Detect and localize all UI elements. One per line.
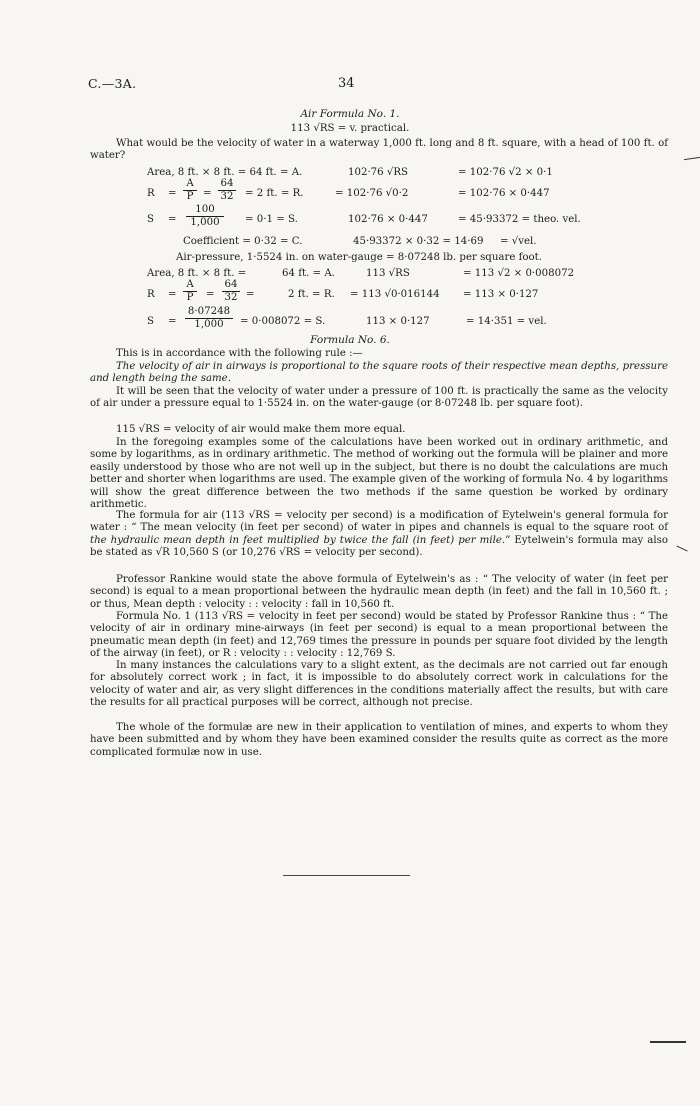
water-product: = 102·76 × 0·447	[458, 188, 550, 199]
water-64-32-fraction	[218, 178, 236, 203]
equals-sign: =	[168, 214, 177, 225]
rankine-paragraph: Professor Rankine would state the above formula of Eytelwein's as : “ The velocity of water (in feet per second) is equal to a mean proportional between the hydraulic mean depth (in feet) and the fall in 10,560 ft. ; or thus, Mean depth : velocity : : velocity : fall in 10,560 ft.	[90, 574, 668, 610]
fraction-numerator: 64	[218, 178, 236, 191]
water-multiplication: 102·76 × 0·447	[348, 214, 428, 225]
eytelwein-paragraph	[90, 510, 668, 560]
water-ap-fraction	[183, 178, 197, 203]
fraction-denominator: P	[186, 191, 194, 202]
comparison-paragraph: It will be seen that the velocity of water under a pressure of 100 ft. is practically the same as the velocity of air under a pressure equal to 1·5524 in. on the water-gauge (or 8·07248 lb. per square foot).	[90, 386, 668, 410]
air-area-calc: Area, 8 ft. × 8 ft. =	[147, 268, 247, 279]
fraction-denominator: P	[186, 292, 194, 303]
formula1-rankine-paragraph: Formula No. 1 (113 √RS = velocity in feet per second) would be stated by Professor Rankine thus : “ The velocity of air in ordinary mine-airways (in feet per second) is equal to a mean proportional between the pneumatic mean depth (in feet) and 12,769 times the pressure in pounds per square foot divided by the length of the airway (in feet), or R : velocity : : velocity : 12,769 S.	[90, 611, 668, 660]
water-theoretical-velocity: = 45·93372 = theo. vel.	[458, 214, 581, 225]
coefficient-product: 45·93372 × 0·32 = 14·69	[353, 236, 484, 247]
fraction-numerator: A	[183, 279, 197, 292]
fraction-numerator: A	[183, 178, 197, 191]
air-64-32-fraction	[222, 279, 240, 304]
water-r-label: R	[147, 188, 155, 199]
air-ap-fraction	[183, 279, 197, 304]
practical-velocity: = √vel.	[500, 236, 537, 247]
margin-mark	[650, 1041, 686, 1043]
document-reference: C.—3A.	[88, 76, 137, 91]
margin-mark	[684, 157, 700, 160]
air-s-fraction	[185, 306, 233, 331]
fraction-numerator: 64	[222, 279, 240, 292]
air-r-value: 2 ft. = R.	[288, 289, 335, 300]
methods-paragraph: In the foregoing examples some of the calculations have been worked out in ordinary arithmetic, and some by logarithms, as in ordinary arithmetic. The method of working out the formula will be plainer and more easily understood by those who are not well up in the subject, but there is no doubt the calculations are much better and shorter when logarithms are used. The example given of the working of formula No. 4 by logarithms will show the great difference between the two methods if the same question be worked by ordinary arithmetic.	[90, 437, 668, 511]
equals-sign: =	[168, 316, 177, 327]
fraction-denominator: 1,000	[194, 319, 224, 330]
air-formula-subtitle: 113 √RS = v. practical.	[290, 123, 410, 134]
page-number: 34	[338, 76, 355, 91]
equals-sign: =	[246, 289, 255, 300]
equals-sign: =	[168, 289, 177, 300]
formula-6-title: Formula No. 6.	[310, 334, 390, 346]
fraction-denominator: 1,000	[190, 217, 220, 228]
eytelwein-text-italic: the hydraulic mean depth in feet multiplied by twice the fall (in feet) per mile.	[90, 534, 506, 546]
water-root-02: = 102·76 √0·2	[335, 188, 409, 199]
closing-rule	[283, 875, 410, 876]
air-root-value: = 113 √0·016144	[350, 289, 440, 300]
equals-sign: =	[203, 188, 212, 199]
equalising-note: 115 √RS = velocity of air would make them more equal.	[116, 424, 406, 435]
water-s-value: = 0·1 = S.	[245, 214, 298, 225]
fraction-numerator: 8·07248	[185, 306, 233, 319]
rule-intro: This is in accordance with the following rule :—	[116, 348, 363, 359]
conclusion-paragraph: The whole of the formulæ are new in their application to ventilation of mines, and experts to whom they have been submitted and by whom they have been examined consider the results quite as correct as the more complicated formulæ now in use.	[90, 722, 668, 758]
question-paragraph: What would be the velocity of water in a waterway 1,000 ft. long and 8 ft. square, with a head of 100 ft. of water?	[90, 138, 668, 162]
eytelwein-text-a: The formula for air (113 √RS = velocity per second) is a modification of Eytelwein's general formula for water : “ The mean velocity (in feet per second) of water in pipes and channels is equal to the square root of	[90, 510, 668, 534]
fraction-denominator: 32	[224, 292, 238, 303]
air-formula-title: Air Formula No. 1.	[300, 108, 400, 120]
eytelwein-text-c: ” Eytelwein's formula may also be stated as √R 10,560 S (or 10,276 √RS = velocity per second).	[90, 534, 669, 559]
air-velocity-expr: 113 √RS	[366, 268, 410, 279]
air-velocity-result: = 14·351 = vel.	[466, 316, 547, 327]
air-pressure-line: Air-pressure, 1·5524 in. on water-gauge = 8·07248 lb. per square foot.	[176, 252, 542, 263]
air-velocity-sub: = 113 √2 × 0·008072	[463, 268, 575, 279]
water-s-fraction	[186, 204, 224, 229]
air-area-value: 64 ft. = A.	[282, 268, 335, 279]
margin-mark	[676, 546, 687, 552]
water-r-value: = 2 ft. = R.	[245, 188, 304, 199]
air-product: = 113 × 0·127	[463, 289, 539, 300]
air-s-label: S	[147, 316, 154, 327]
equals-sign: =	[168, 188, 177, 199]
equals-sign: =	[206, 289, 215, 300]
rule-statement: The velocity of air in airways is proportional to the square roots of their respective mean depths, pressure and length being the same.	[90, 361, 668, 385]
water-s-label: S	[147, 214, 154, 225]
fraction-denominator: 32	[220, 191, 234, 202]
air-r-label: R	[147, 289, 155, 300]
precision-paragraph: In many instances the calculations vary to a slight extent, as the decimals are not carried out far enough for absolutely correct work ; in fact, it is impossible to do absolutely correct work in calculations for the velocity of water and air, as very slight differences in the conditions materially affect the results, but with care the results for all practical purposes will be correct, although not precise.	[90, 660, 668, 709]
water-area-calc: Area, 8 ft. × 8 ft. = 64 ft. = A.	[147, 167, 303, 178]
air-multiplication: 113 × 0·127	[366, 316, 430, 327]
water-velocity-sub: = 102·76 √2 × 0·1	[458, 167, 553, 178]
water-velocity-expr: 102·76 √RS	[348, 167, 409, 178]
coefficient-line: Coefficient = 0·32 = C.	[183, 236, 303, 247]
air-s-value: = 0·008072 = S.	[240, 316, 326, 327]
fraction-numerator: 100	[186, 204, 224, 217]
